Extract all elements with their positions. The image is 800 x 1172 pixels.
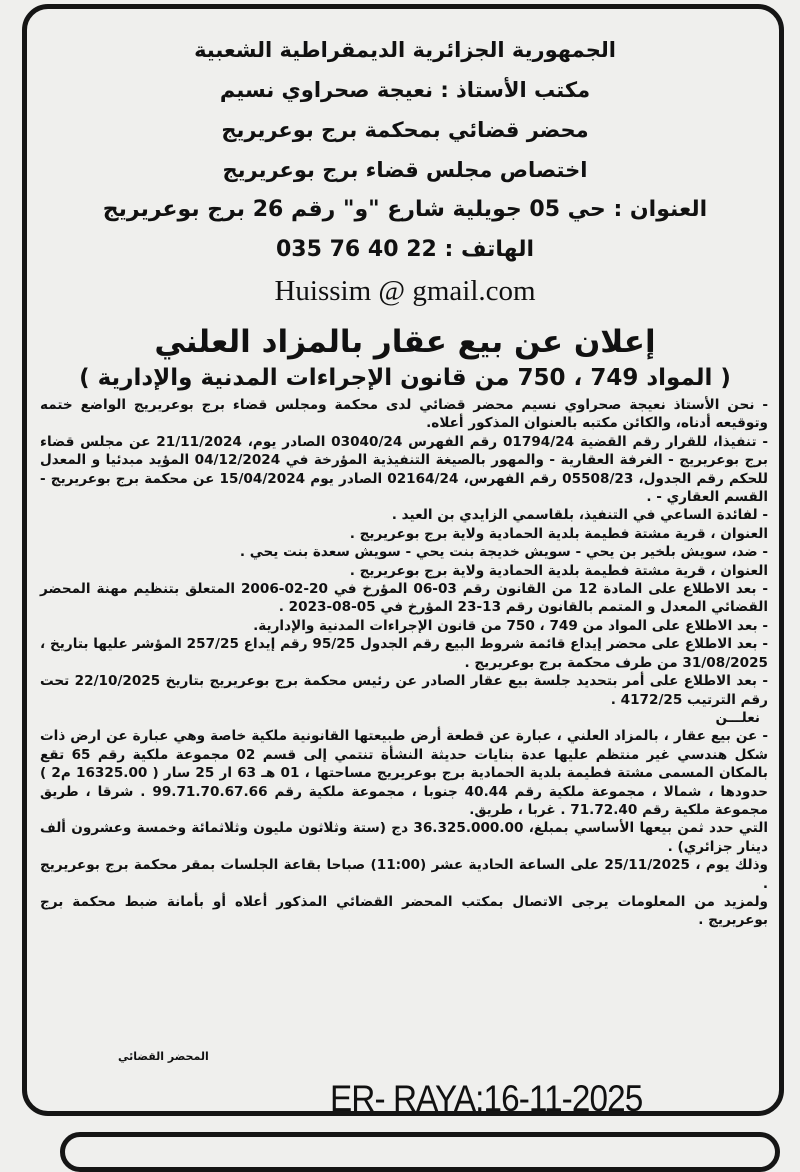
signature-label: المحضر القضائي bbox=[118, 1050, 209, 1063]
office-phone: الهاتف : 22 40 76 035 bbox=[276, 237, 534, 262]
paragraph: - بعد الاطلاع على المادة 12 من القانون رقم 03-06 المؤرخ في 20-02-2006 المتعلق بتنظيم مهنة المحضر القضائي المعدل و المتمم بالقانون رقم 13-23 المؤرخ في 05-08-2023 . bbox=[40, 581, 769, 616]
notice-subtitle: ( المواد 749 ، 750 من قانون الإجراءات المدنية والإدارية ) bbox=[79, 365, 731, 391]
country-name: الجمهورية الجزائرية الديمقراطية الشعبية bbox=[194, 38, 616, 62]
paragraph: - عن بيع عقار ، بالمزاد العلني ، عبارة عن قطعة أرض طبيعتها القانونية ملكية خاصة وهي عبارة عن ارض ذات شكل هندسي غير منتظم عليها عدة بنايات حديثة النشأة تنتمي إلى قسم 02 مجموعة ملكية رقم 65 تقع بالمكان المسمى مشتة فطيمة بلدية الحمادية برج بوعريريج مساحتها ، 01 هـ 63 ار 25 سار ( 16325.00 م2 ) حدودها ، شمالا ، مجموعة ملكية رقم 40.44 جنوبا ، مجموعة ملكية رقم 99.71.70.67.66 . شرقا ، طريق مجموعة ملكية رقم 71.72.40 . غربا ، طريق. bbox=[40, 728, 768, 818]
paragraph: - لفائدة الساعي في التنفيذ، بلقاسمي الزايدي بن العيد . bbox=[391, 507, 768, 524]
next-notice-frame bbox=[60, 1132, 780, 1172]
announce-heading: نعلـــن bbox=[715, 709, 760, 726]
paragraph: - ضد، سويش بلخير بن يحي - سويش خديجة بنت يحي - سويش سعدة بنت يحي . bbox=[239, 544, 768, 561]
paragraph: - بعد الاطلاع على المواد من 749 ، 750 من قانون الإجراءات المدنية والإدارية. bbox=[253, 617, 768, 634]
paragraph: - نحن الأستاذ نعيجة صحراوي نسيم محضر قضائي لدى محكمة ومجلس قضاء برج بوعريريج الواضع ختمه وتوقيعه أدناه، والكائن مكتبه بالعنوان المذكور أعلاه. bbox=[40, 397, 768, 432]
paragraph: - بعد الاطلاع على أمر بتحديد جلسة بيع عقار الصادر عن رئيس محكمة برج بوعريريج بتاريخ 22/10/2025 تحت رقم الترتيب 4172/25 . bbox=[40, 673, 768, 708]
paragraph: وذلك يوم ، 25/11/2025 على الساعة الحادية عشر (11:00) صباحا بقاعة الجلسات بمقر محكمة برج بوعريريج . bbox=[40, 857, 769, 892]
notice-title: إعلان عن بيع عقار بالمزاد العلني bbox=[154, 324, 656, 360]
paragraph: التي حدد ثمن بيعها الأساسي بمبلغ، 36.325.000.00 دج (ستة وثلاثون مليون وثلاثمائة وخمسة وعشرون ألف دينار جزائري) . bbox=[40, 820, 768, 855]
office-address: العنوان : حي 05 جويلية شارع "و" رقم 26 برج بوعريريج bbox=[102, 197, 708, 222]
notice-body bbox=[40, 396, 768, 930]
notice-header bbox=[40, 30, 770, 392]
office-email: Huissim @ gmail.com bbox=[274, 275, 536, 307]
paragraph: ولمزيد من المعلومات يرجى الاتصال بمكتب المحضر القضائي المذكور أعلاه أو بأمانة ضبط محكمة برج بوعريريج . bbox=[40, 893, 768, 929]
bailiff-role: محضر قضائي بمحكمة برج بوعريريج bbox=[221, 118, 589, 142]
paragraph: العنوان ، قرية مشتة فطيمة بلدية الحمادية ولاية برج بوعريريج . bbox=[349, 525, 768, 542]
publication-footer: ER- RAYA:16-11-2025 bbox=[330, 1078, 643, 1119]
jurisdiction: اختصاص مجلس قضاء برج بوعريريج bbox=[222, 158, 588, 182]
paragraph: - تنفيذا، للقرار رقم القضية 01794/24 رقم الفهرس 03040/24 الصادر يوم، 21/11/2024 عن مجلس قضاء برج بوعريريج - الغرفة العقارية - والمهور بالصيغة التنفيذية المؤرخة في 04/12/2024 المؤيد مبدئيا و المعدل للحكم رقم الجدول، 05508/23 رقم الفهرس، 02164/24 الصادر يوم 15/04/2024 عن محكمة برج بوعريريج - القسم العقاري - . bbox=[40, 433, 768, 506]
office-name: مكتب الأستاذ : نعيجة صحراوي نسيم bbox=[219, 78, 591, 102]
paragraph: العنوان ، قرية مشتة فطيمة بلدية الحمادية ولاية برج بوعريريج . bbox=[349, 562, 768, 579]
paragraph: - بعد الاطلاع على محضر إيداع قائمة شروط البيع رقم الجدول 95/25 رقم إيداع 257/25 المؤشر عليها بتاريخ ، 31/08/2025 من طرف محكمة برج بوعريريج . bbox=[40, 636, 769, 671]
